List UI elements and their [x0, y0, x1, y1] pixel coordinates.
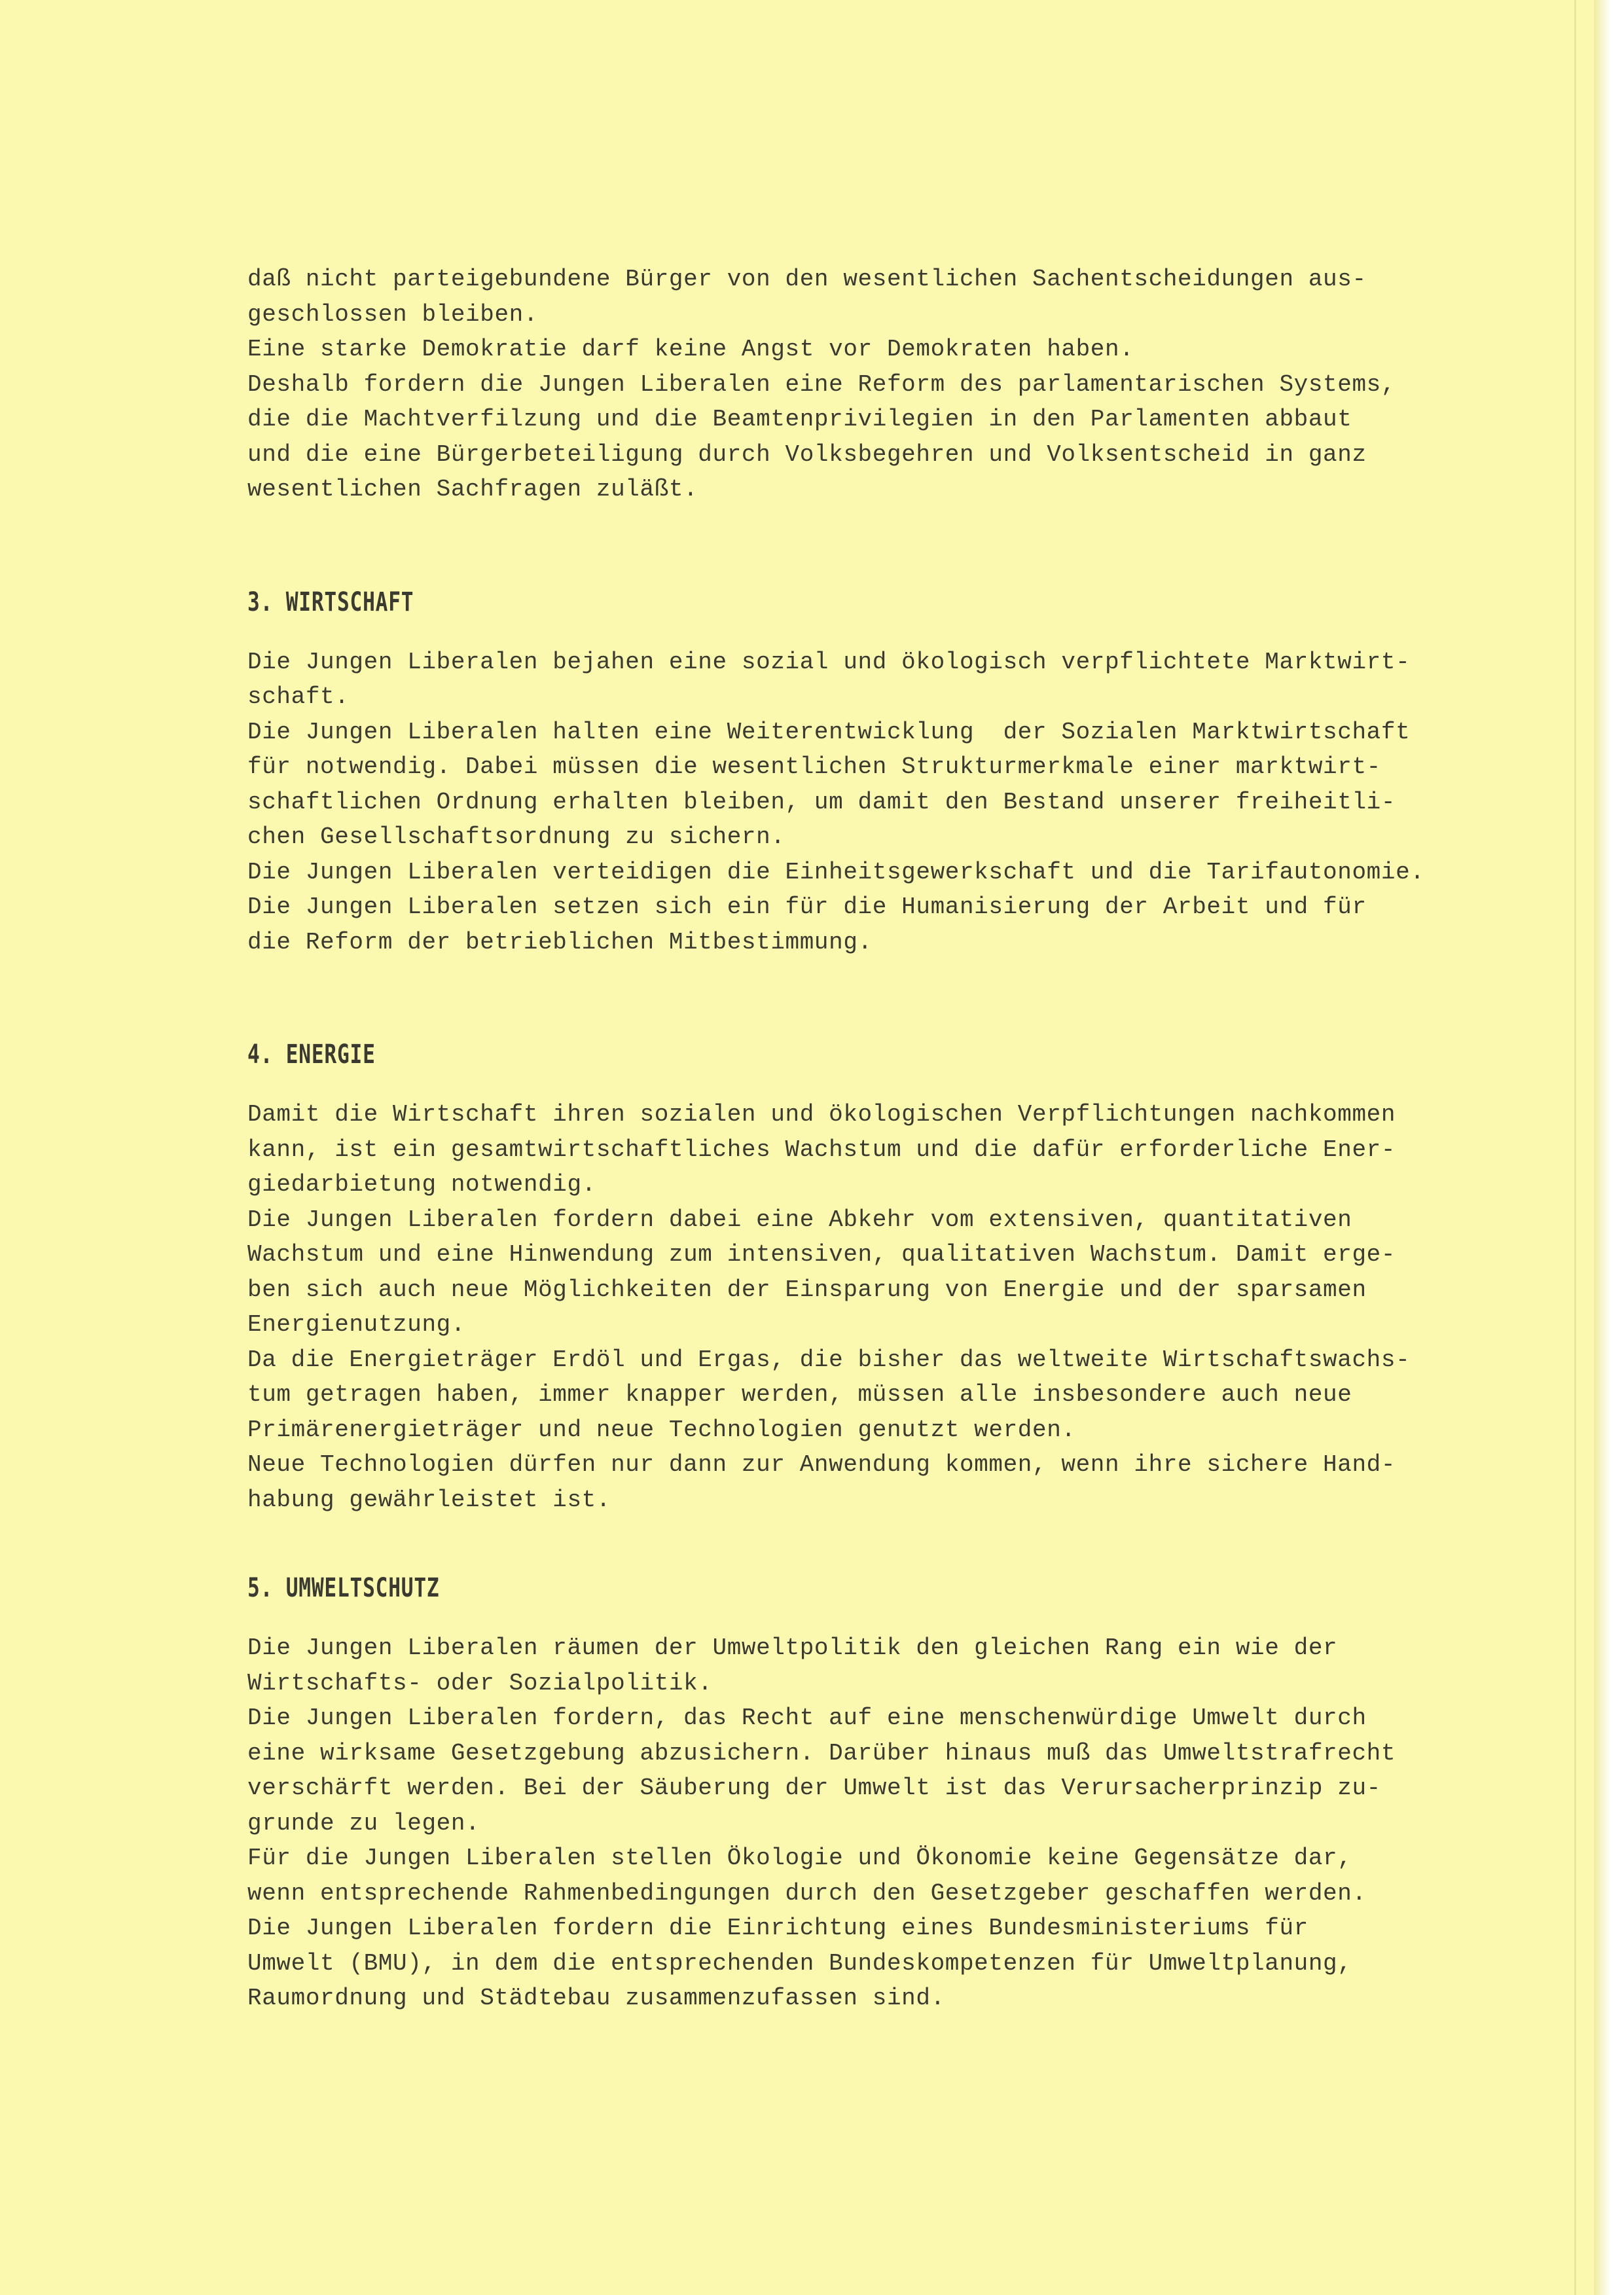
text-line: die Reform der betrieblichen Mitbestimmung. [247, 928, 873, 956]
section-umweltschutz [247, 1572, 1426, 2016]
text-line: Die Jungen Liberalen fordern die Einrichtung eines Bundesministeriums für [247, 1915, 1308, 1942]
paper-fold-line [1574, 0, 1576, 2295]
text-line: Die Jungen Liberalen halten eine Weiterentwicklung der Sozialen Marktwirtschaft [247, 718, 1411, 746]
text-line: Energienutzung. [247, 1311, 466, 1338]
text-line: tum getragen haben, immer knapper werden, müssen alle insbesondere auch neue [247, 1381, 1352, 1408]
text-line: Neue Technologien dürfen nur dann zur Anwendung kommen, wenn ihre sichere Hand- [247, 1451, 1396, 1478]
text-line: giedarbietung notwendig. [247, 1171, 596, 1198]
document-body [247, 262, 1426, 2016]
text-line: schaft. [247, 683, 350, 710]
text-line: Umwelt (BMU), in dem die entsprechenden Bundeskompetenzen für Umweltplanung, [247, 1949, 1352, 1977]
text-line: Die Jungen Liberalen verteidigen die Einheitsgewerkschaft und die Tarifautonomie. [247, 858, 1425, 886]
text-line: Deshalb fordern die Jungen Liberalen eine Reform des parlamentarischen Systems, [247, 370, 1396, 398]
text-line: die die Machtverfilzung und die Beamtenprivilegien in den Parlamenten abbaut [247, 406, 1352, 433]
section-energie [247, 1038, 1426, 1517]
text-line: chen Gesellschaftsordnung zu sichern. [247, 823, 785, 850]
text-line: Die Jungen Liberalen fordern dabei eine Abkehr vom extensiven, quantitativen [247, 1206, 1352, 1233]
text-line: geschlossen bleiben. [247, 300, 539, 328]
text-line: Wirtschafts- oder Sozialpolitik. [247, 1669, 713, 1697]
text-line: Eine starke Demokratie darf keine Angst vor Demokraten haben. [247, 336, 1134, 363]
text-line: Wachstum und eine Hinwendung zum intensiven, qualitativen Wachstum. Damit erge- [247, 1241, 1396, 1268]
text-line: Für die Jungen Liberalen stellen Ökologie und Ökonomie keine Gegensätze dar, [247, 1845, 1352, 1871]
text-line: verschärft werden. Bei der Säuberung der Umwelt ist das Verursacherprinzip zu- [247, 1775, 1381, 1801]
text-line: Primärenergieträger und neue Technologien genutzt werden. [247, 1416, 1076, 1443]
text-line: Die Jungen Liberalen räumen der Umweltpolitik den gleichen Rang ein wie der [247, 1635, 1338, 1661]
text-line: kann, ist ein gesamtwirtschaftliches Wachstum und die dafür erforderliche Ener- [247, 1136, 1396, 1163]
text-line: Die Jungen Liberalen bejahen eine sozial und ökologisch verpflichtete Marktwirt- [247, 648, 1411, 676]
intro-paragraph [247, 262, 1426, 507]
text-line: ben sich auch neue Möglichkeiten der Einsparung von Energie und der sparsamen [247, 1276, 1367, 1303]
text-line: grunde zu legen. [247, 1809, 480, 1837]
section-heading: 5. UMWELTSCHUTZ [247, 1573, 440, 1603]
text-line: schaftlichen Ordnung erhalten bleiben, um damit den Bestand unserer freiheitli- [247, 788, 1396, 816]
text-line: wenn entsprechende Rahmenbedingungen durch den Gesetzgeber geschaffen werden. [247, 1879, 1367, 1907]
text-line: daß nicht parteigebundene Bürger von den wesentlichen Sachentscheidungen aus- [247, 266, 1367, 293]
text-line: habung gewährleistet ist. [247, 1486, 611, 1513]
text-line: eine wirksame Gesetzgebung abzusichern. Darüber hinaus muß das Umweltstrafrecht [247, 1739, 1396, 1767]
text-line: Die Jungen Liberalen setzen sich ein für die Humanisierung der Arbeit und für [247, 894, 1367, 920]
section-wirtschaft [247, 586, 1426, 960]
text-line: Da die Energieträger Erdöl und Ergas, die bisher das weltweite Wirtschaftswachs- [247, 1346, 1411, 1373]
paper-edge [1594, 0, 1624, 2295]
section-heading: 3. WIRTSCHAFT [247, 587, 414, 617]
text-line: Raumordnung und Städtebau zusammenzufassen sind. [247, 1985, 945, 2012]
text-line: und die eine Bürgerbeteiligung durch Volksbegehren und Volksentscheid in ganz [247, 441, 1367, 468]
text-line: Die Jungen Liberalen fordern, das Recht auf eine menschenwürdige Umwelt durch [247, 1705, 1367, 1731]
text-line: für notwendig. Dabei müssen die wesentlichen Strukturmerkmale einer marktwirt- [247, 753, 1381, 780]
text-line: wesentlichen Sachfragen zuläßt. [247, 476, 698, 503]
section-heading: 4. ENERGIE [247, 1039, 376, 1070]
text-line: Damit die Wirtschaft ihren sozialen und ökologischen Verpflichtungen nachkommen [247, 1101, 1396, 1128]
